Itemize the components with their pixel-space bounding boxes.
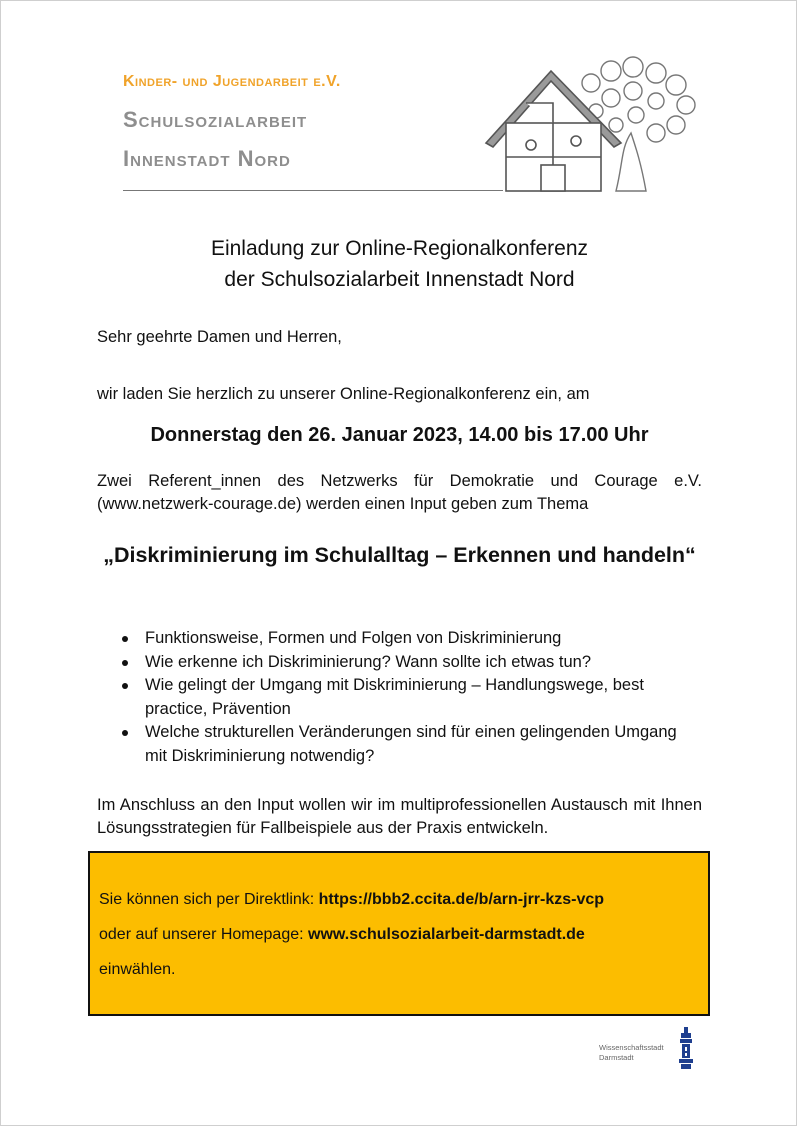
logo-title-line1: Schulsozialarbeit: [123, 107, 308, 132]
invite-text: wir laden Sie herzlich zu unserer Online-Regionalkonferenz ein, am: [97, 385, 590, 403]
invitation-title: [1, 233, 797, 295]
referent-text: Zwei Referent_innen des Netzwerks für Demokratie und Courage e.V. (www.netzwerk-courage.de) werden einen Input geben zum Thema: [97, 472, 702, 513]
logo-org-name: Kinder- und Jugendarbeit e.V.: [123, 73, 341, 90]
topic-bullet-list: [113, 627, 683, 768]
homepage-link[interactable]: www.schulsozialarbeit-darmstadt.de: [308, 926, 585, 943]
direct-link-row: [99, 891, 604, 909]
logo-divider: [123, 190, 503, 191]
logo-title-line2: Innenstadt Nord: [123, 146, 291, 171]
title-line1: Einladung zur Online-Regionalkonferenz: [210, 237, 589, 260]
city-name: [599, 1043, 664, 1063]
title-line2: der Schulsozialarbeit Innenstadt Nord: [224, 268, 575, 291]
list-item: Wie gelingt der Umgang mit Diskriminierung – Handlungswege, best practice, Prävention: [113, 674, 683, 721]
dial-in-text: einwählen.: [99, 961, 176, 978]
homepage-row: [99, 926, 585, 944]
house-tree-logo-icon: [471, 53, 706, 198]
salutation: Sehr geehrte Damen und Herren,: [97, 328, 342, 346]
direct-link[interactable]: https://bbb2.ccita.de/b/arn-jrr-kzs-vcp: [318, 891, 605, 908]
topic-heading: „Diskriminierung im Schulalltag – Erkennen und handeln“: [103, 543, 696, 567]
list-item: Wie erkenne ich Diskriminierung? Wann sollte ich etwas tun?: [113, 651, 683, 675]
access-info-box: [88, 851, 710, 1016]
event-date: Donnerstag den 26. Januar 2023, 14.00 bis 17.00 Uhr: [150, 424, 649, 446]
list-item: Funktionsweise, Formen und Folgen von Diskriminierung: [113, 627, 683, 651]
city-line1: Wissenschaftsstadt: [599, 1043, 664, 1052]
homepage-label: oder auf unserer Homepage:: [99, 926, 309, 943]
darmstadt-crest-icon: [678, 1027, 694, 1069]
closing-text: Im Anschluss an den Input wollen wir im multiprofessionellen Austausch mit Ihnen Lösungsstrategien für Fallbeispiele aus der Praxis entwickeln.: [97, 796, 702, 837]
city-line2: Darmstadt: [599, 1053, 634, 1062]
direct-link-label: Sie können sich per Direktlink:: [99, 891, 319, 908]
list-item: Welche strukturellen Veränderungen sind für einen gelingenden Umgang mit Diskriminierung notwendig?: [113, 721, 683, 768]
